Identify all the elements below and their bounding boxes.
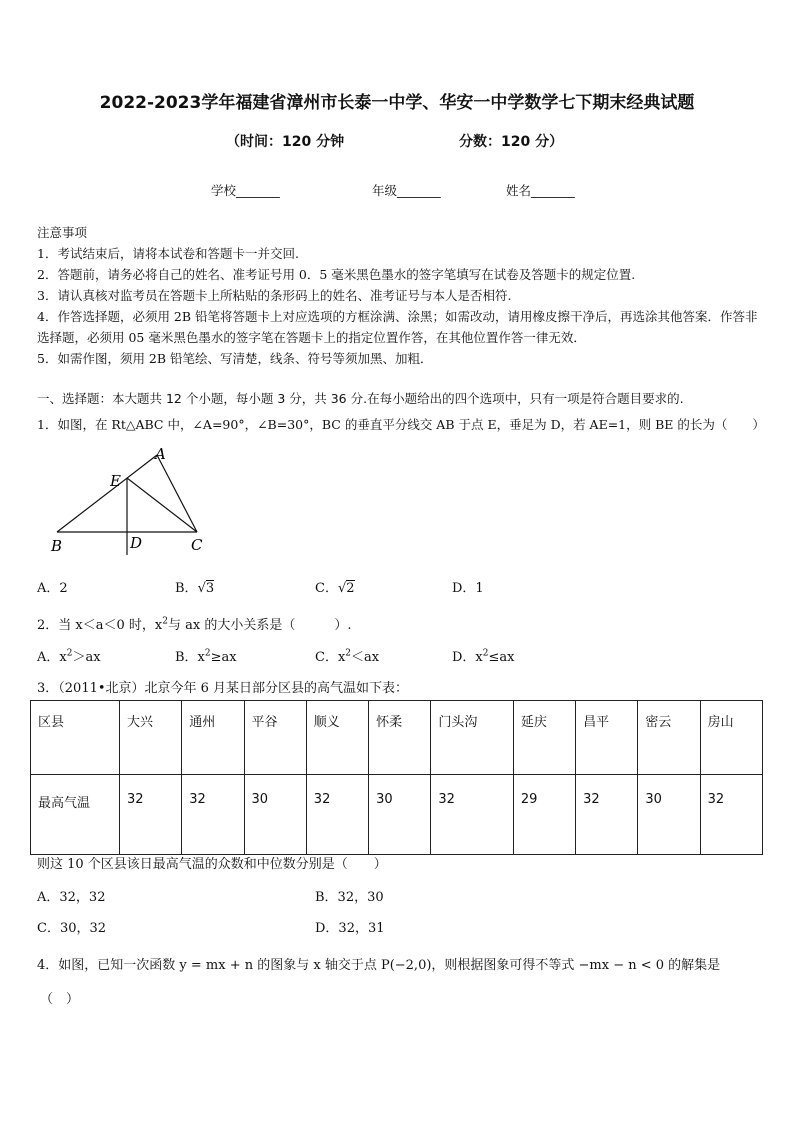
radicand: 2 bbox=[346, 581, 355, 596]
q1-option-a[interactable]: A．2 bbox=[37, 581, 68, 596]
name-field: 姓名_______ bbox=[506, 183, 575, 198]
label-a: A bbox=[155, 445, 166, 463]
answer-paren: （ ） bbox=[40, 992, 80, 1007]
table-cell: 32 bbox=[576, 775, 638, 855]
option-text: ＜ax bbox=[351, 650, 380, 665]
question-4-stem: 4．如图，已知一次函数 y = mx + n 的图象与 x 轴交于点 P(−2,0)，则根据图象可得不等式 −mx − n < 0 的解集是 bbox=[37, 958, 721, 973]
table-cell: 30 bbox=[244, 775, 306, 855]
table-header-cell: 门头沟 bbox=[431, 701, 514, 775]
table-cell: 32 bbox=[431, 775, 514, 855]
radicand: 3 bbox=[205, 581, 215, 596]
q2-option-a[interactable] bbox=[37, 646, 101, 665]
table-cell: 29 bbox=[513, 775, 575, 855]
question-3-prompt: 则这 10 个区县该日最高气温的众数和中位数分别是（ ） bbox=[37, 857, 387, 872]
table-header-cell: 大兴 bbox=[120, 701, 182, 775]
exponent: 2 bbox=[66, 648, 73, 659]
label-e: E bbox=[110, 472, 121, 490]
stem-part: 与 ax 的大小关系是（ ）. bbox=[167, 618, 352, 633]
q3-option-b[interactable]: B．32，30 bbox=[315, 890, 384, 905]
table-header-cell: 延庆 bbox=[513, 701, 575, 775]
segment-ba bbox=[57, 455, 157, 532]
option-label: C． bbox=[315, 581, 338, 596]
q3-option-d[interactable]: D．32，31 bbox=[315, 921, 385, 936]
question-3-stem: 3．（2011•北京）北京今年 6 月某日部分区县的高气温如下表： bbox=[37, 681, 409, 696]
q3-option-a[interactable]: A．32，32 bbox=[37, 890, 106, 905]
grade-field: 年级_______ bbox=[372, 183, 441, 198]
option-label: B． bbox=[175, 581, 198, 596]
table-header-cell: 怀柔 bbox=[369, 701, 431, 775]
option-text: ≥ax bbox=[210, 650, 237, 665]
notes-section bbox=[37, 222, 762, 369]
question-2-stem bbox=[37, 614, 351, 633]
option-text: C．x bbox=[315, 650, 346, 665]
school-field: 学校_______ bbox=[211, 183, 280, 198]
label-b: B bbox=[51, 537, 63, 555]
table-header-cell: 通州 bbox=[182, 701, 244, 775]
option-text: B．x bbox=[175, 650, 205, 665]
sqrt-icon: √ bbox=[197, 581, 206, 596]
table-cell: 30 bbox=[369, 775, 431, 855]
note-item: 2．答题前，请务必将自己的姓名、准考证号用 0．5 毫米黑色墨水的签字笔填写在试卷及答题卡的规定位置. bbox=[37, 267, 636, 282]
triangle-figure bbox=[45, 440, 225, 560]
table-header-cell: 区县 bbox=[31, 701, 120, 775]
q2-option-c[interactable] bbox=[315, 646, 379, 665]
q2-option-b[interactable] bbox=[175, 646, 237, 665]
table-header-cell: 密云 bbox=[638, 701, 700, 775]
table-header-cell: 昌平 bbox=[576, 701, 638, 775]
exam-score: 分数：120 分） bbox=[459, 134, 564, 150]
q1-option-b[interactable] bbox=[175, 577, 214, 596]
exponent: 2 bbox=[204, 648, 211, 659]
note-item: 3．请认真核对监考员在答题卡上所粘贴的条形码上的姓名、准考证号与本人是否相符. bbox=[37, 288, 512, 303]
table-header-cell: 顺义 bbox=[306, 701, 368, 775]
segment-ac bbox=[157, 455, 197, 532]
exam-time: （时间：120 分钟 bbox=[226, 134, 345, 150]
q1-option-c[interactable] bbox=[315, 577, 355, 596]
option-text: D．x bbox=[452, 650, 483, 665]
exponent: 2 bbox=[482, 648, 489, 659]
table-cell: 最高气温 bbox=[31, 775, 120, 855]
note-item: 4．作答选择题，必须用 2B 铅笔将答题卡上对应选项的方框涂满、涂黑；如需改动，请用橡皮擦干净后，再选涂其他答案．作答非选择题，必须用 05 毫米黑色墨水的签字笔在答题卡上的指定位置作答，在其他位置作答一律无效． bbox=[37, 309, 758, 345]
note-item: 1．考试结束后，请将本试卷和答题卡一并交回. bbox=[37, 246, 299, 261]
sqrt-icon: √ bbox=[337, 581, 347, 596]
label-d: D bbox=[130, 534, 143, 552]
table-header-cell: 平谷 bbox=[244, 701, 306, 775]
q2-option-d[interactable] bbox=[452, 646, 514, 665]
table-row bbox=[31, 701, 763, 775]
option-text: A．x bbox=[37, 650, 67, 665]
table-header-cell: 房山 bbox=[700, 701, 762, 775]
q3-option-c[interactable]: C．30，32 bbox=[37, 921, 107, 936]
table-cell: 30 bbox=[638, 775, 700, 855]
table-cell: 32 bbox=[182, 775, 244, 855]
question-1-stem: 1．如图，在 Rt△ABC 中，∠A=90°，∠B=30°，BC 的垂直平分线交 AB 于点 E，垂足为 D，若 AE=1，则 BE 的长为（ ） bbox=[37, 417, 765, 432]
temperature-table bbox=[30, 700, 763, 855]
table-cell: 32 bbox=[700, 775, 762, 855]
option-text: ＞ax bbox=[72, 650, 101, 665]
q1-option-d[interactable]: D．1 bbox=[452, 581, 484, 596]
notes-heading: 注意事项 bbox=[37, 225, 88, 240]
option-text: ≤ax bbox=[488, 650, 515, 665]
segment-ec bbox=[127, 478, 197, 532]
section-heading: 一、选择题：本大题共 12 个小题，每小题 3 分，共 36 分.在每小题给出的四个选项中，只有一项是符合题目要求的. bbox=[37, 391, 684, 406]
exponent: 2 bbox=[345, 648, 352, 659]
note-item: 5．如需作图，须用 2B 铅笔绘、写清楚，线条、符号等须加黑、加粗． bbox=[37, 351, 433, 366]
table-cell: 32 bbox=[120, 775, 182, 855]
page-title: 2022-2023学年福建省漳州市长泰一中学、华安一中学数学七下期末经典试题 bbox=[99, 93, 695, 113]
stem-part: 2．当 x＜a＜0 时，x bbox=[37, 618, 163, 633]
table-row bbox=[31, 775, 763, 855]
table-cell: 32 bbox=[306, 775, 368, 855]
exponent: 2 bbox=[162, 616, 168, 627]
label-c: C bbox=[191, 536, 203, 554]
